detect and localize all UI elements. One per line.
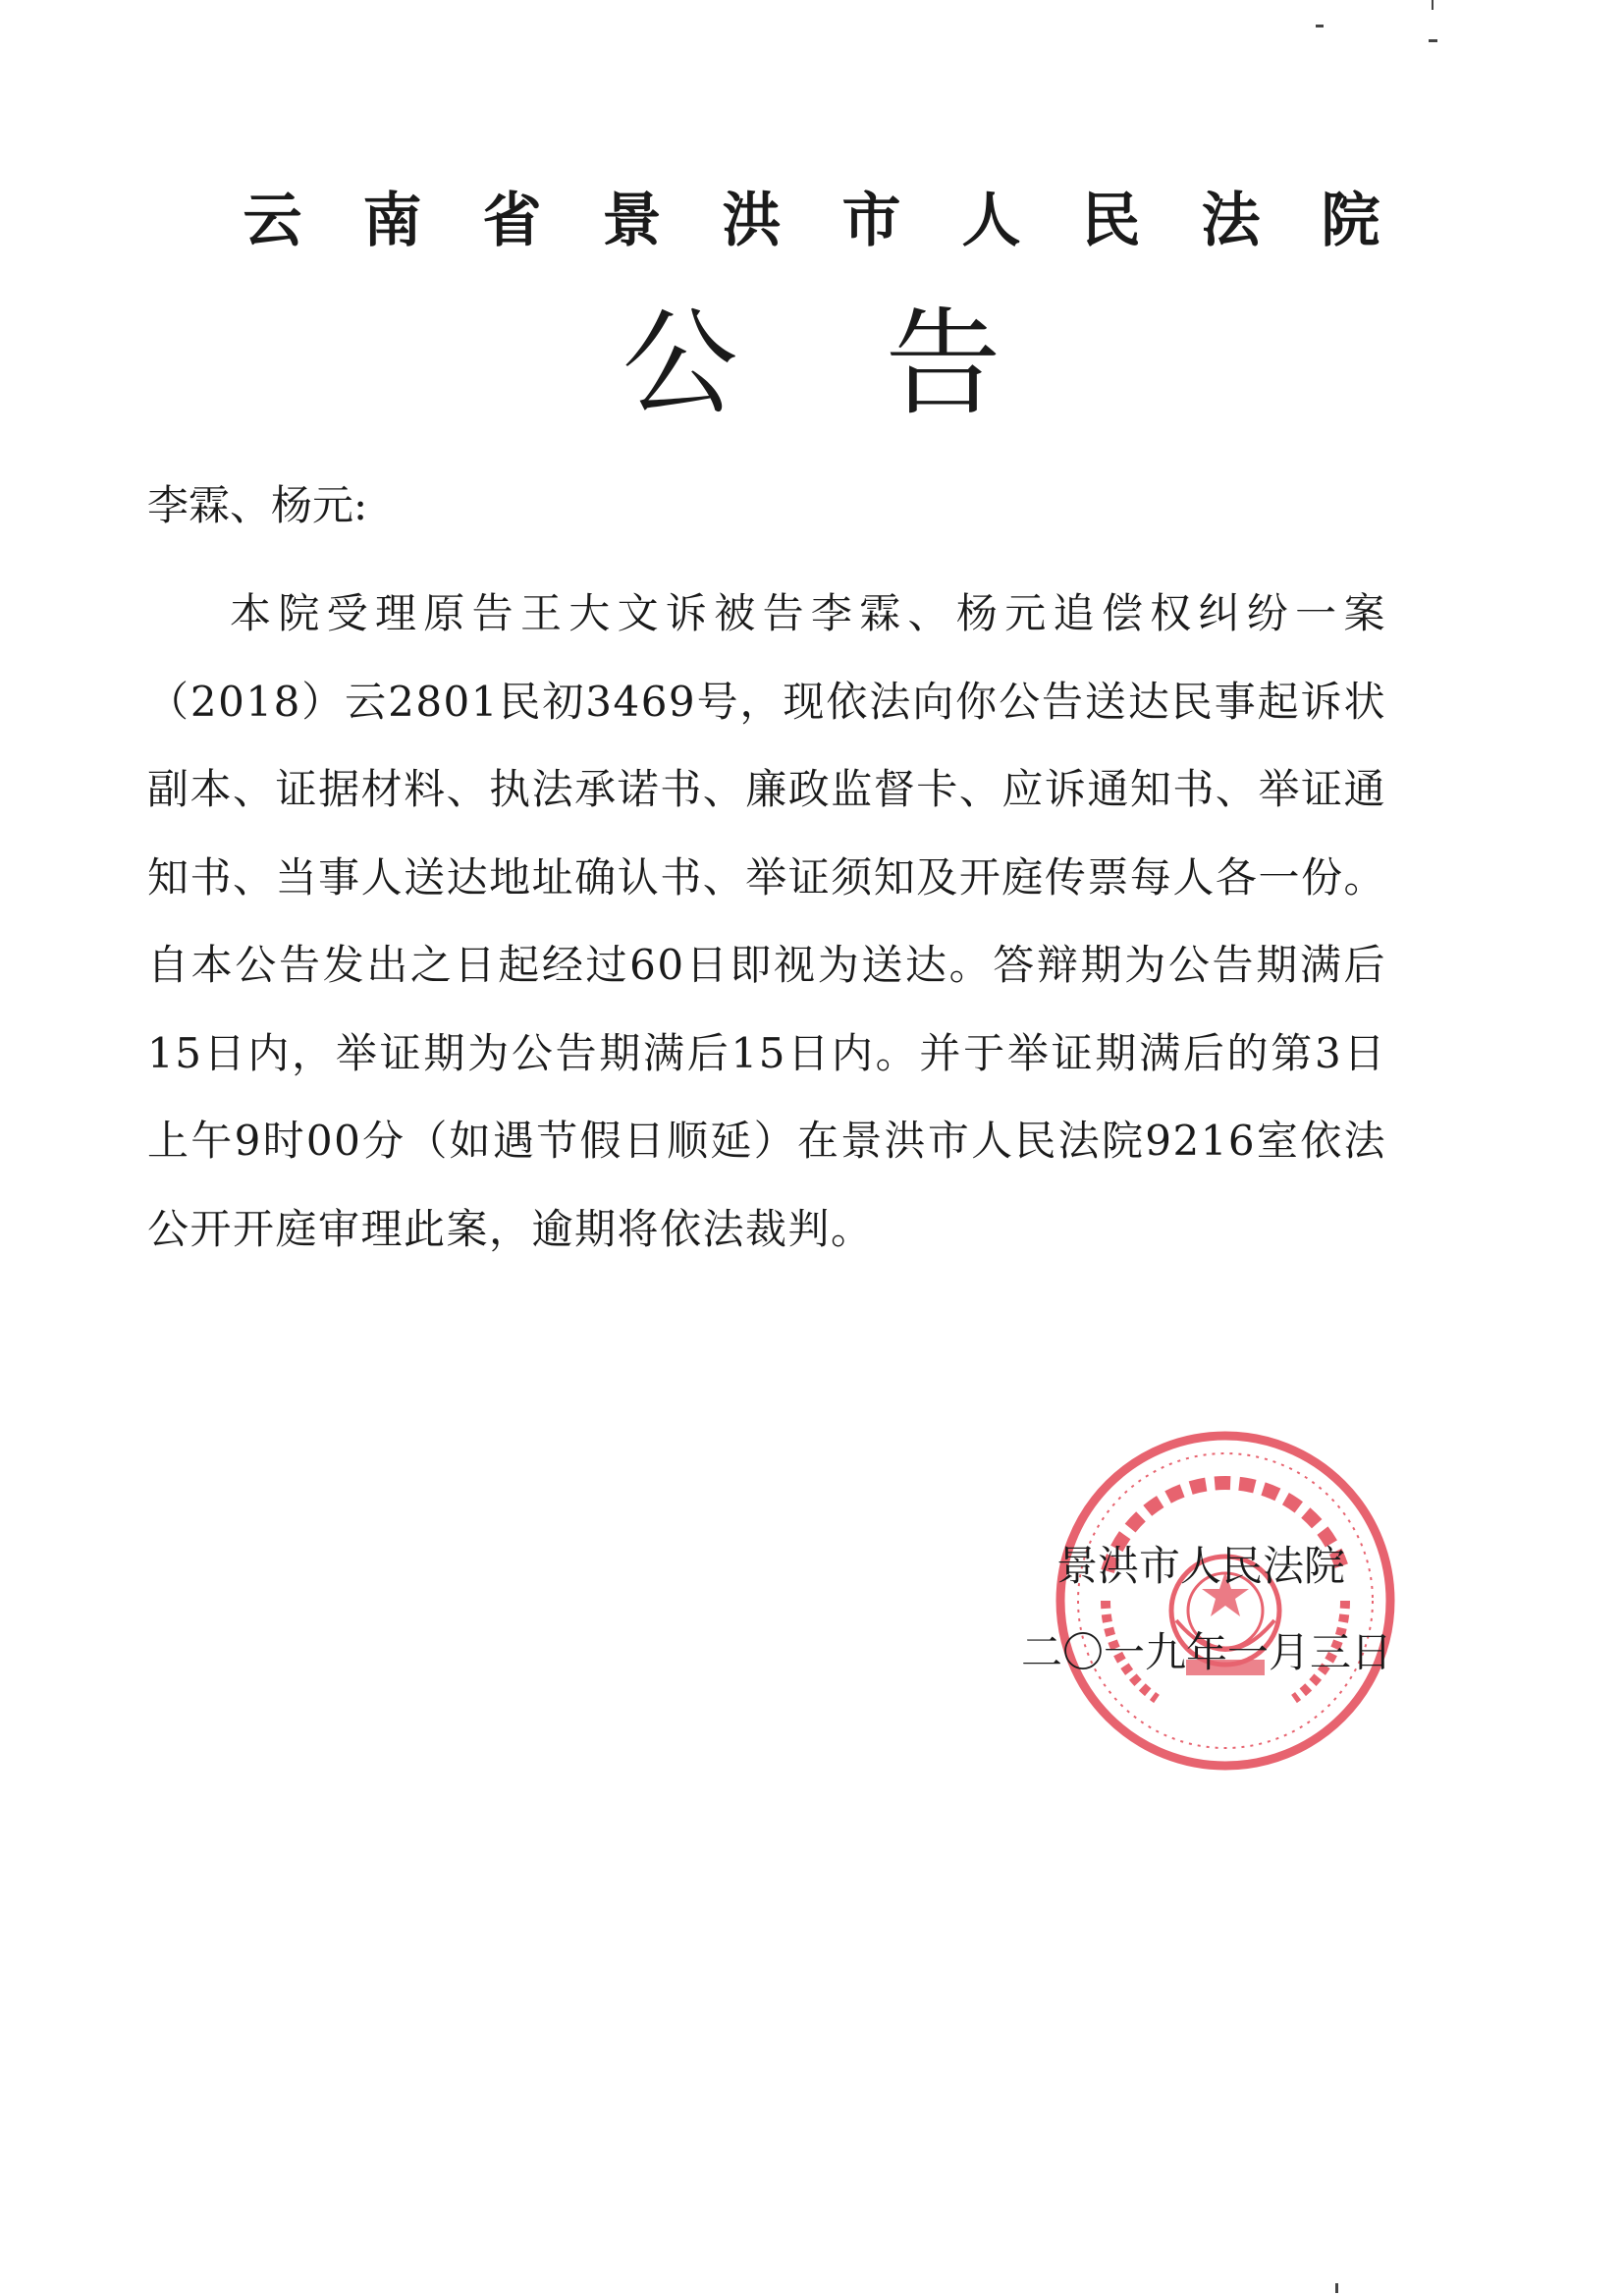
court-seal-icon — [1049, 1424, 1402, 1777]
signature-date: 二〇一九年一月三日 — [1020, 1628, 1392, 1676]
document-title: 公告 — [622, 296, 1149, 431]
addressee: 李霖、杨元: — [147, 481, 368, 529]
signature-court: 景洪市人民法院 — [1055, 1542, 1345, 1590]
scan-artifact — [1429, 39, 1437, 42]
court-name: 云南省景洪市人民法院 — [243, 187, 1441, 255]
scan-artifact — [1432, 0, 1434, 10]
scan-artifact — [1316, 25, 1324, 27]
scan-artifact — [1335, 2283, 1338, 2293]
notice-body: 本院受理原告王大文诉被告李霖、杨元追偿权纠纷一案（2018）云2801民初3469号，现依法向你公告送达民事起诉状副本、证据材料、执法承诺书、廉政监督卡、应诉通知书、举证通知书、当事人送达地址确认书、举证须知及开庭传票每人各一份。自本公告发出之日起经过60日即视为送达。答辩期为公告期满后15日内，举证期为公告期满后15日内。并于举证期满后的第3日上午9时00分（如遇节假日顺延）在景洪市人民法院9216室依法公开开庭审理此案，逾期将依法裁判。 — [147, 589, 1386, 1253]
